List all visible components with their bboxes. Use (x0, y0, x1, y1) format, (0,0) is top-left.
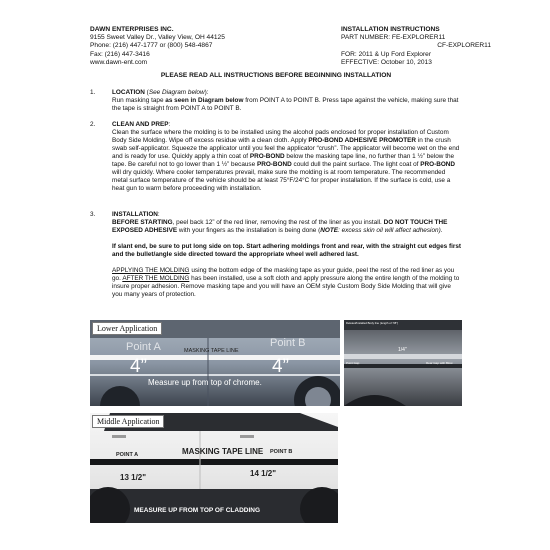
section-number: 3. (90, 211, 96, 218)
closeup-right-note: Rear Gap with Blow (426, 361, 453, 365)
molding-closeup-photo (344, 320, 462, 406)
applying-text (112, 267, 462, 299)
measure-note: MEASURE UP FROM TOP OF CLADDING (134, 507, 261, 514)
text-run-bold: PRO-BOND (256, 161, 292, 168)
point-b-label: POINT B (270, 449, 293, 455)
text-run-italic: : excess skin oil will affect adhesion). (338, 227, 443, 234)
masking-tape-label: MASKING TAPE LINE (182, 447, 264, 456)
section-title (112, 89, 462, 97)
closeup-top-note: Deleted/Installed Body line (length of 7/8") (346, 321, 399, 325)
text-run: with your fingers as the installation is being done ( (177, 227, 321, 234)
text-run-bold: as seen in Diagram below (165, 97, 244, 104)
section-body (112, 211, 462, 299)
text-run-bold: PRO-BOND (249, 153, 285, 160)
lower-caption: Lower Application (92, 322, 162, 335)
effective-date: EFFECTIVE: October 10, 2013 (341, 58, 432, 66)
company-block (90, 26, 320, 67)
text-run: could dull the paint surface. The light coat of (291, 161, 421, 168)
section-number: 2. (90, 121, 96, 128)
text-run-bold-italic: NOTE (320, 227, 339, 234)
section-body (112, 89, 462, 113)
measure-left-label: 4” (130, 356, 147, 377)
company-name: DAWN ENTERPRISES INC. (90, 26, 174, 33)
section-title-text: CLEAN AND PREP (112, 121, 169, 128)
measure-right-label: 4” (272, 356, 289, 377)
measure-note: Measure up from top of chrome. (148, 378, 262, 387)
section-body (112, 121, 462, 193)
masking-tape-label: MASKING TAPE LINE (184, 348, 239, 354)
text-run-bold: DO NOT TOUCH THE EXPOSED ADHESIVE (112, 219, 448, 234)
company-phone: Phone: (216) 447-1777 or (800) 548-4867 (90, 42, 213, 50)
section-title-colon: : (157, 211, 160, 218)
section-text (112, 129, 462, 193)
text-run: in the crush swab self-applicator. Squeeze the applicator until you feel the applicator “crush”. The applicator will become wet on the end and is ready for use. Quickly apply a thin coat of (112, 137, 460, 160)
vehicle-fit: FOR: 2011 & Up Ford Explorer (341, 50, 432, 58)
section-title-colon: : (168, 121, 171, 128)
text-run-bold: PRO-BOND (420, 161, 456, 168)
doc-info-block (341, 26, 491, 67)
point-a-label: POINT A (116, 452, 139, 458)
company-fax: Fax: (216) 447-3416 (90, 50, 150, 58)
text-run-bold: BEFORE STARTING (112, 219, 173, 226)
section-number: 1. (90, 89, 96, 96)
text-run: will dry quickly. Where cooler temperatures prevail, make sure the molding is at room temperature. The recommended metal surface temperature of the vehicle should be at least 75°F/24°C for proper installation. If the surface is cold, use a heat gun to warm before proceeding with installation. (112, 169, 451, 192)
measure-right-label: 14 1/2" (250, 469, 277, 478)
doc-title: INSTALLATION INSTRUCTIONS (341, 26, 440, 33)
company-web: www.dawn-ent.com (90, 58, 148, 66)
company-address: 9155 Sweet Valley Dr., Valley View, OH 44125 (90, 34, 225, 42)
section-title (112, 121, 462, 129)
section-title-text: INSTALLATION (112, 211, 158, 218)
text-run: using the bottom edge of the masking tape as your guide, peel the rest of the red liner as you go. (112, 267, 455, 282)
middle-application-photo (90, 413, 338, 523)
slant-end-note: If slant end, be sure to put long side on top. Start adhering moldings front and rear, with the straight cut edges first and the bullet/angle side directed toward the appropriate wheel well adhered last. (112, 243, 462, 258)
section-text (112, 219, 462, 235)
section-title-paren-close: ): (204, 89, 209, 96)
closeup-left-note: Point Gap (346, 361, 360, 365)
section-text (112, 97, 462, 113)
measure-left-label: 13 1/2" (120, 473, 147, 482)
text-run: , peel back 12” of the red liner, removing the rest of the liner as you install. (172, 219, 384, 226)
text-run: from POINT A to POINT B. Press tape against the vehicle, making sure that the tape is straight from POINT A to POINT B. (112, 97, 459, 112)
section-title (112, 211, 462, 219)
section-title-note: See Diagram below (148, 89, 205, 96)
text-run-bold: PRO-BOND ADHESIVE PROMOTER (308, 137, 417, 144)
point-b-label: Point B (270, 337, 306, 349)
part-number: PART NUMBER: FE-EXPLORER11 (341, 34, 446, 42)
closeup-measure: 1/4" (398, 347, 407, 353)
lower-application-photo (90, 320, 340, 406)
text-run: below the masking tape line, no further than 1 ½” below the tape. Be careful not to go lower than 1 ½” because (112, 153, 455, 168)
point-a-label: Point A (126, 341, 161, 353)
section-title-paren: ( (144, 89, 149, 96)
text-run-underline: AFTER THE MOLDING (122, 275, 190, 282)
section-title-text: LOCATION (112, 89, 145, 96)
part-number-2: CF-EXPLORER11 (437, 42, 491, 50)
text-run: Clean the surface where the molding is to be installed using the alcohol pads enclosed for proper installation of Custom Body Side Molding. Wipe off excess residue with a clean cloth. Apply (112, 129, 449, 144)
read-all-notice: PLEASE READ ALL INSTRUCTIONS BEFORE BEGINNING INSTALLATION (160, 72, 392, 79)
text-run: has been installed, use a soft cloth and apply pressure along the entire length of the molding to insure proper adhesion. Remove masking tape and you will have an OEM style Custom Body Side Molding that will give you many years of protection. (112, 275, 460, 298)
text-run-underline: APPLYING THE MOLDING (112, 267, 190, 274)
middle-caption: Middle Application (92, 415, 164, 428)
text-run: Run masking tape (112, 97, 166, 104)
